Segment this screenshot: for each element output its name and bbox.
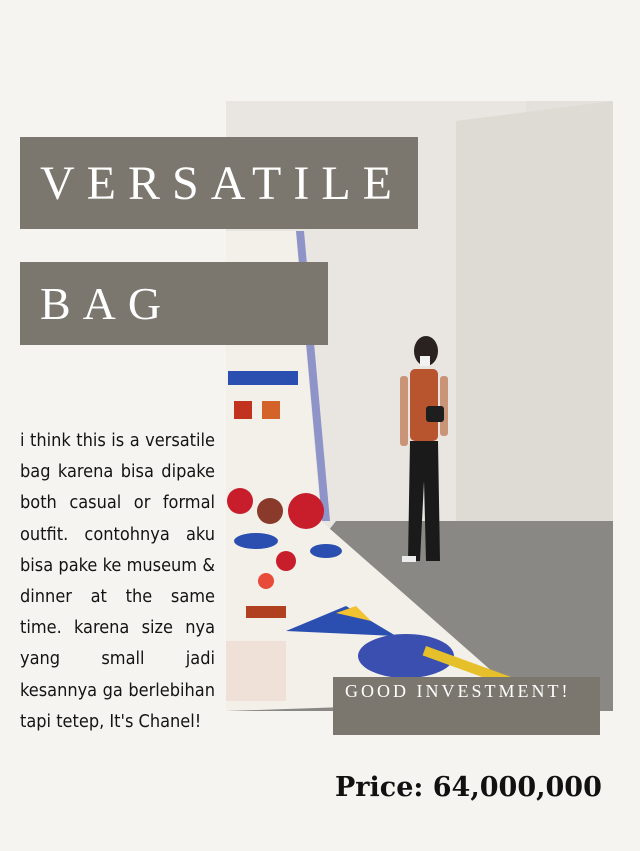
title-bag: BAG bbox=[40, 278, 174, 329]
good-investment-badge bbox=[333, 677, 600, 735]
title-box-bag bbox=[20, 262, 328, 345]
good-investment-text: GOOD INVESTMENT! bbox=[345, 681, 571, 701]
title-box-versatile bbox=[20, 137, 418, 229]
price-label: Price: 64,000,000 bbox=[335, 772, 602, 803]
description-text: i think this is a versatile bag karena bisa dipake both casual or formal outfit. contohnya aku bisa pake ke museum & dinner at the same time. karena size nya yang small jadi kesannya ga berlebihan tapi tetep, It's Chanel! bbox=[20, 430, 215, 732]
title-versatile: VERSATILE bbox=[40, 156, 404, 210]
